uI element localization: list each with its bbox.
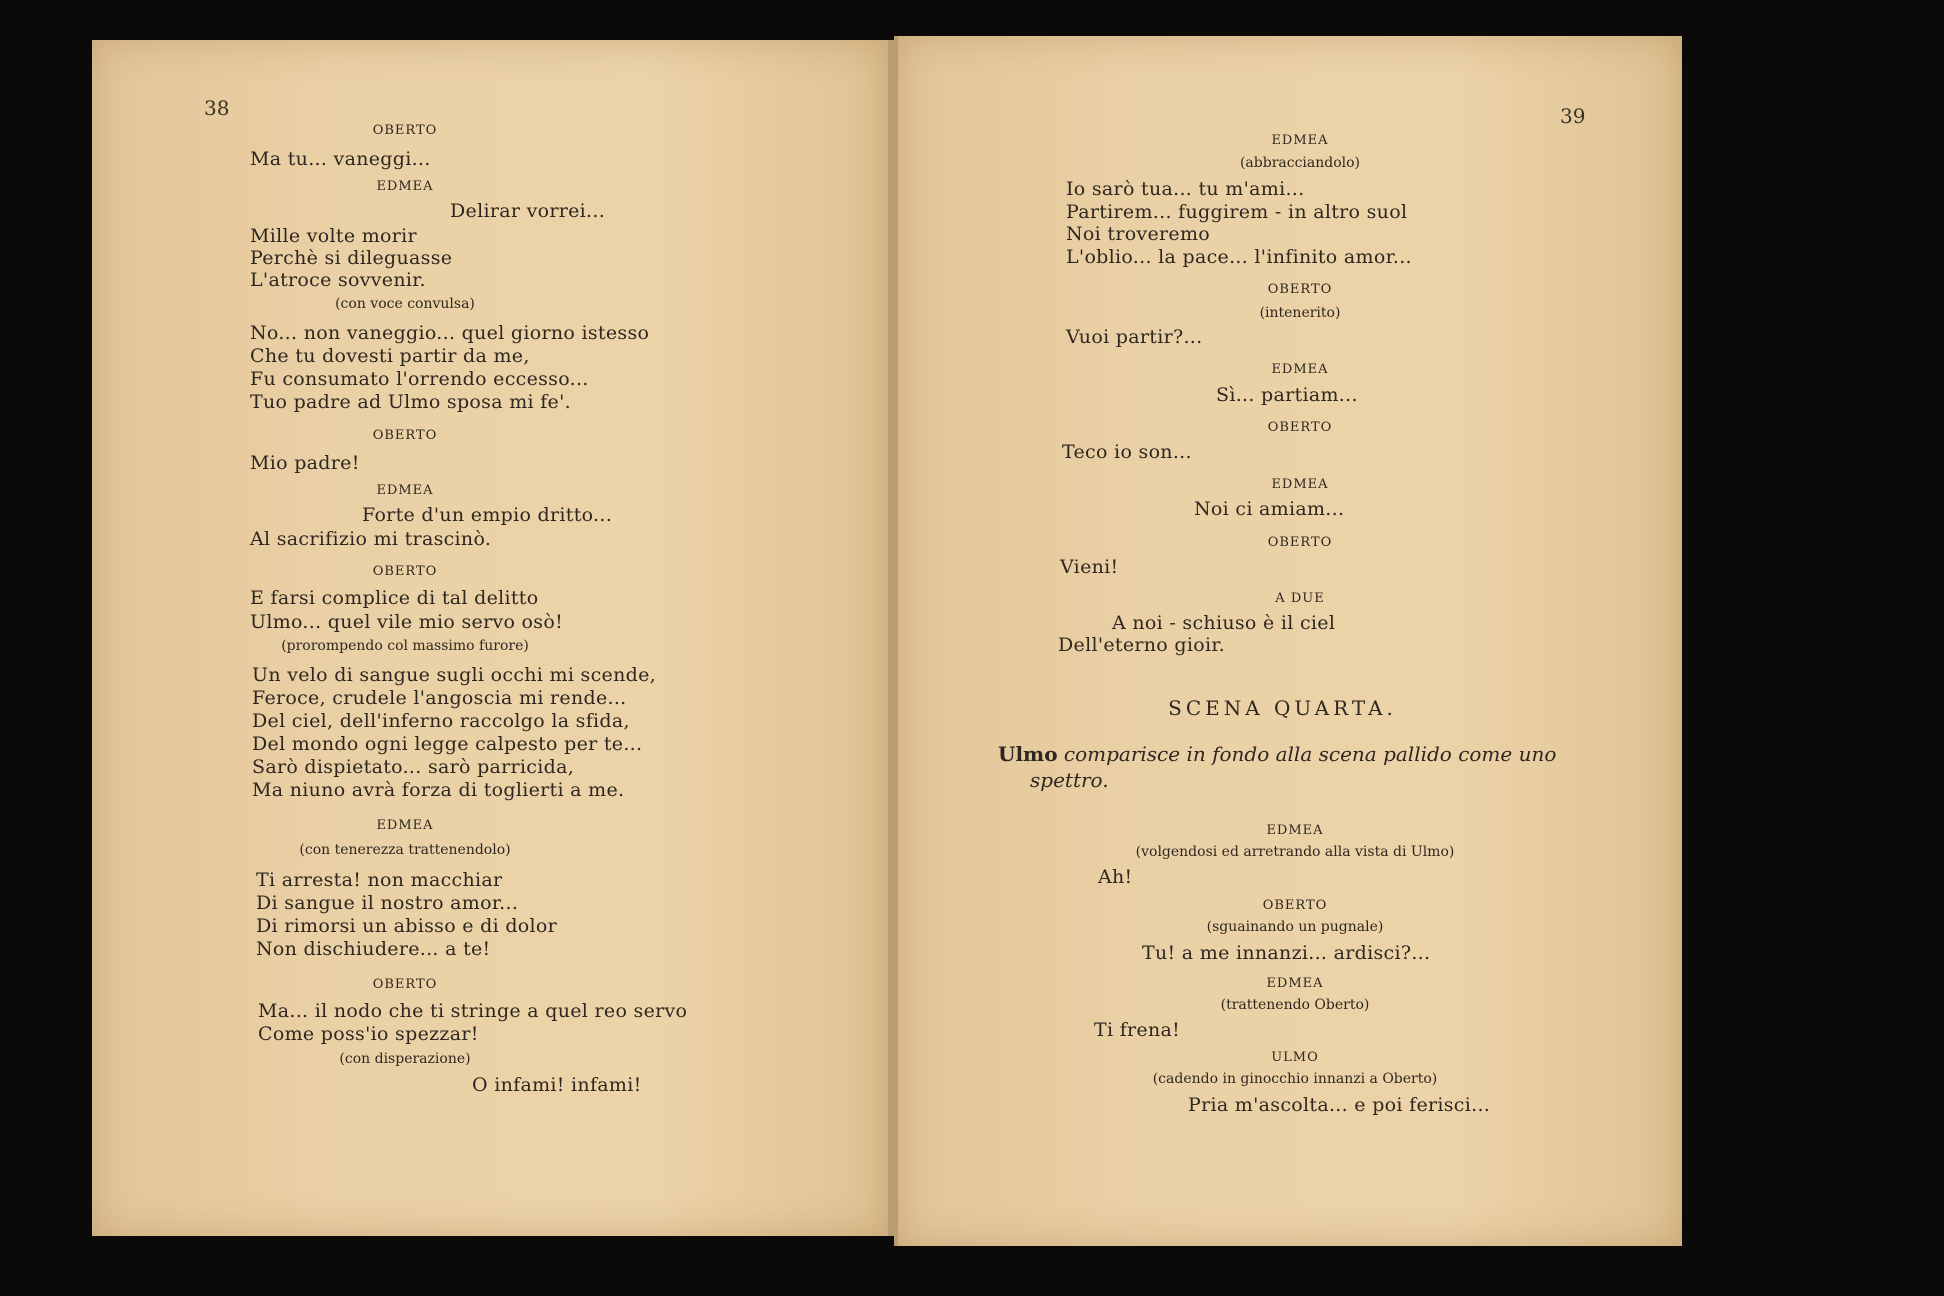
stage-direction: (con disperazione) [339, 1051, 471, 1067]
verse-line: Tu! a me innanzi... ardisci?... [1142, 942, 1431, 964]
speaker-name: OBERTO [372, 977, 438, 992]
verse-line: Mio padre! [250, 452, 360, 474]
verse-line: Fu consumato l'orrendo eccesso... [250, 368, 589, 390]
stage-direction-line: spettro. [1030, 768, 1109, 792]
verse-line: Dell'eterno gioir. [1058, 634, 1225, 656]
stage-direction: (con voce convulsa) [335, 296, 475, 312]
speaker-name: EDMEA [1266, 976, 1324, 991]
stage-direction: (sguainando un pugnale) [1206, 919, 1384, 935]
speaker-name: EDMEA [1271, 362, 1329, 377]
stage-direction: (cadendo in ginocchio innanzi a Oberto) [1152, 1071, 1438, 1087]
stage-direction-line: comparisce in fondo alla scena pallido come uno [1063, 742, 1557, 766]
verse-line: Teco io son... [1062, 441, 1192, 463]
verse-line: Come poss'io spezzar! [258, 1023, 479, 1045]
speaker-name: EDMEA [376, 483, 434, 498]
verse-line: Ma... il nodo che ti stringe a quel reo servo [258, 1000, 688, 1022]
verse-line: Ah! [1098, 866, 1133, 888]
page-number: 38 [204, 96, 230, 120]
stage-direction: (intenerito) [1259, 305, 1341, 321]
verse-line: Noi troveremo [1066, 223, 1210, 245]
speaker-name: OBERTO [1267, 420, 1333, 435]
verse-line: Di rimorsi un abisso e di dolor [256, 915, 558, 937]
verse-line: Di sangue il nostro amor... [256, 892, 519, 914]
speaker-name: EDMEA [376, 179, 434, 194]
speaker-name: EDMEA [376, 818, 434, 833]
verse-line: Perchè si dileguasse [250, 247, 453, 269]
verse-line: Che tu dovesti partir da me, [250, 345, 530, 367]
verse-line: Ulmo... quel vile mio servo osò! [250, 611, 564, 633]
left-page [92, 40, 894, 1236]
speaker-name: OBERTO [1267, 535, 1333, 550]
verse-line: Pria m'ascolta... e poi ferisci... [1188, 1094, 1491, 1116]
speaker-name: EDMEA [1271, 477, 1329, 492]
verse-line: A noi - schiuso è il ciel [1112, 612, 1336, 634]
stage-direction: (abbracciandolo) [1239, 155, 1361, 171]
right-page [894, 36, 1682, 1246]
verse-line: Non dischiudere... a te! [256, 938, 491, 960]
speaker-name: EDMEA [1271, 133, 1329, 148]
verse-line: E farsi complice di tal delitto [250, 587, 539, 609]
verse-line: Delirar vorrei... [450, 200, 606, 222]
scene-title: SCENA QUARTA. [1168, 696, 1397, 720]
verse-line: Vieni! [1060, 556, 1119, 578]
stage-direction: (con tenerezza trattenendolo) [299, 842, 511, 858]
stage-direction: (prorompendo col massimo furore) [281, 638, 529, 654]
verse-line: Sarò dispietato... sarò parricida, [252, 756, 575, 778]
verse-line: Sì... partiam... [1216, 384, 1358, 406]
speaker-name: OBERTO [372, 123, 438, 138]
speaker-name: OBERTO [372, 428, 438, 443]
verse-line: No... non vaneggio... quel giorno istesso [250, 322, 650, 344]
speaker-name: ULMO [1271, 1050, 1319, 1065]
verse-line: Un velo di sangue sugli occhi mi scende, [252, 664, 656, 686]
speaker-name: OBERTO [372, 564, 438, 579]
stage-direction [998, 741, 1682, 793]
verse-line: Noi ci amiam... [1194, 498, 1345, 520]
stage-direction: (trattenendo Oberto) [1220, 997, 1370, 1013]
verse-line: Del ciel, dell'inferno raccolgo la sfida, [252, 710, 630, 732]
speaker-name: OBERTO [1262, 898, 1328, 913]
verse-line: Ti frena! [1094, 1019, 1181, 1041]
verse-line: Forte d'un empio dritto... [362, 504, 613, 526]
character-name: Ulmo [998, 742, 1058, 766]
speaker-name: EDMEA [1266, 823, 1324, 838]
verse-line: Partirem... fuggirem - in altro suol [1066, 201, 1408, 223]
verse-line: Ma niuno avrà forza di toglierti a me. [252, 779, 625, 801]
verse-line: Tuo padre ad Ulmo sposa mi fe'. [250, 391, 571, 413]
verse-line: Del mondo ogni legge calpesto per te... [252, 733, 643, 755]
verse-line: L'oblio... la pace... l'infinito amor... [1066, 246, 1412, 268]
verse-line: Mille volte morir [250, 225, 417, 247]
verse-line: Vuoi partir?... [1066, 326, 1203, 348]
speaker-name: OBERTO [1267, 282, 1333, 297]
verse-line: O infami! infami! [472, 1074, 642, 1096]
verse-line: Io sarò tua... tu m'ami... [1066, 178, 1305, 200]
page-number: 39 [1560, 104, 1586, 128]
verse-line: Ma tu... vaneggi... [250, 148, 431, 170]
verse-line: Al sacrifizio mi trascinò. [250, 528, 492, 550]
speaker-name: A DUE [1275, 591, 1325, 606]
verse-line: Feroce, crudele l'angoscia mi rende... [252, 687, 627, 709]
verse-line: Ti arresta! non macchiar [256, 869, 503, 891]
verse-line: L'atroce sovvenir. [250, 269, 426, 291]
stage-direction: (volgendosi ed arretrando alla vista di Ulmo) [1135, 844, 1455, 860]
